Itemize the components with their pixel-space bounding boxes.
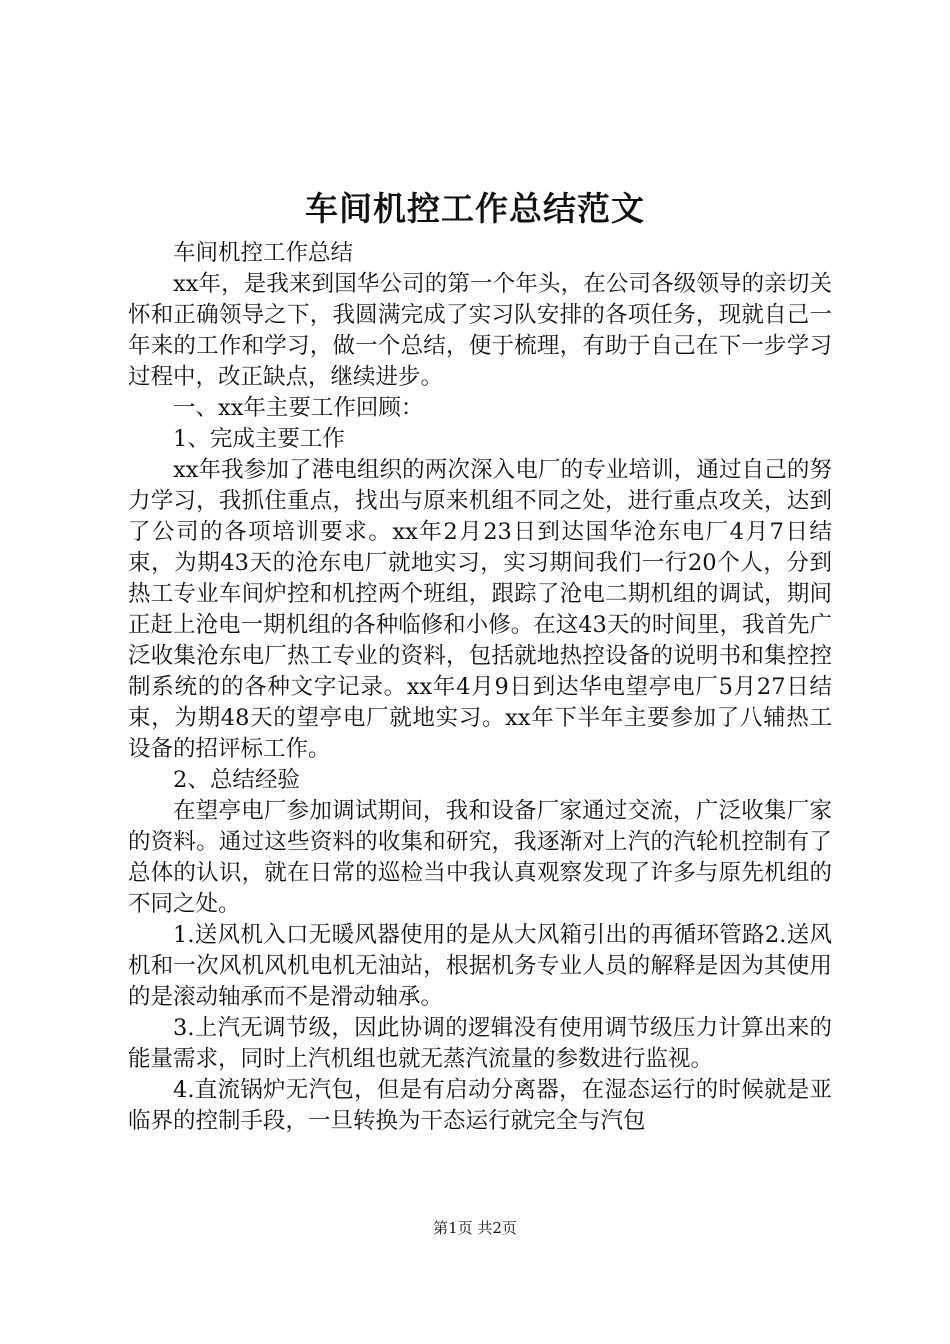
paragraph: xx年我参加了港电组织的两次深入电厂的专业培训，通过自己的努力学习，我抓住重点，找出与原来机组不同之处，进行重点攻关，达到了公司的各项培训要求。xx年2月23日到达国华沧东电厂4月7日结束，为期43天的沧东电厂就地实习，实习期间我们一行20个人，分到热工专业车间炉控和机控两个班组，跟踪了沧电二期机组的调试，期间正赶上沧电一期机组的各种临修和小修。在这43天的时间里，我首先广泛收集沧东电厂热工专业的资料，包括就地热控设备的说明书和集控控制系统的的各种文字记录。xx年4月9日到达华电望亭电厂5月27日结束，为期48天的望亭电厂就地实习。xx年下半年主要参加了八辅热工设备的招评标工作。 [128,457,832,762]
list-item: 1.送风机入口无暖风器使用的是从大风箱引出的再循环管路2.送风机和一次风机风机电机无油站，根据机务专业人员的解释是因为其使用的是滚动轴承而不是滑动轴承。 [128,922,832,1010]
page-footer: 第1页 共2页 [433,1219,517,1237]
list-item: 3.上汽无调节级，因此协调的逻辑没有使用调节级压力计算出来的能量需求，同时上汽机组也就无蒸汽流量的参数进行监视。 [128,1015,832,1072]
document-title: 车间机控工作总结范文 [305,189,645,228]
subsection-heading: 1、完成主要工作 [173,426,345,452]
document-body [128,238,832,1137]
paragraph: 车间机控工作总结 [173,240,354,266]
section-heading: 一、xx年主要工作回顾： [173,395,424,421]
paragraph: xx年，是我来到国华公司的第一个年头，在公司各级领导的亲切关怀和正确领导之下，我圆满完成了实习队安排的各项任务，现就自己一年来的工作和学习，做一个总结，便于梳理，有助于自己在下一步学习过程中，改正缺点，继续进步。 [128,271,832,390]
subsection-heading: 2、总结经验 [173,767,300,793]
list-item: 4.直流锅炉无汽包，但是有启动分离器，在湿态运行的时候就是亚临界的控制手段，一旦转换为干态运行就完全与汽包 [128,1077,832,1134]
paragraph: 在望亭电厂参加调试期间，我和设备厂家通过交流，广泛收集厂家的资料。通过这些资料的收集和研究，我逐渐对上汽的汽轮机控制有了总体的认识，就在日常的巡检当中我认真观察发现了许多与原先机组的不同之处。 [128,798,832,917]
